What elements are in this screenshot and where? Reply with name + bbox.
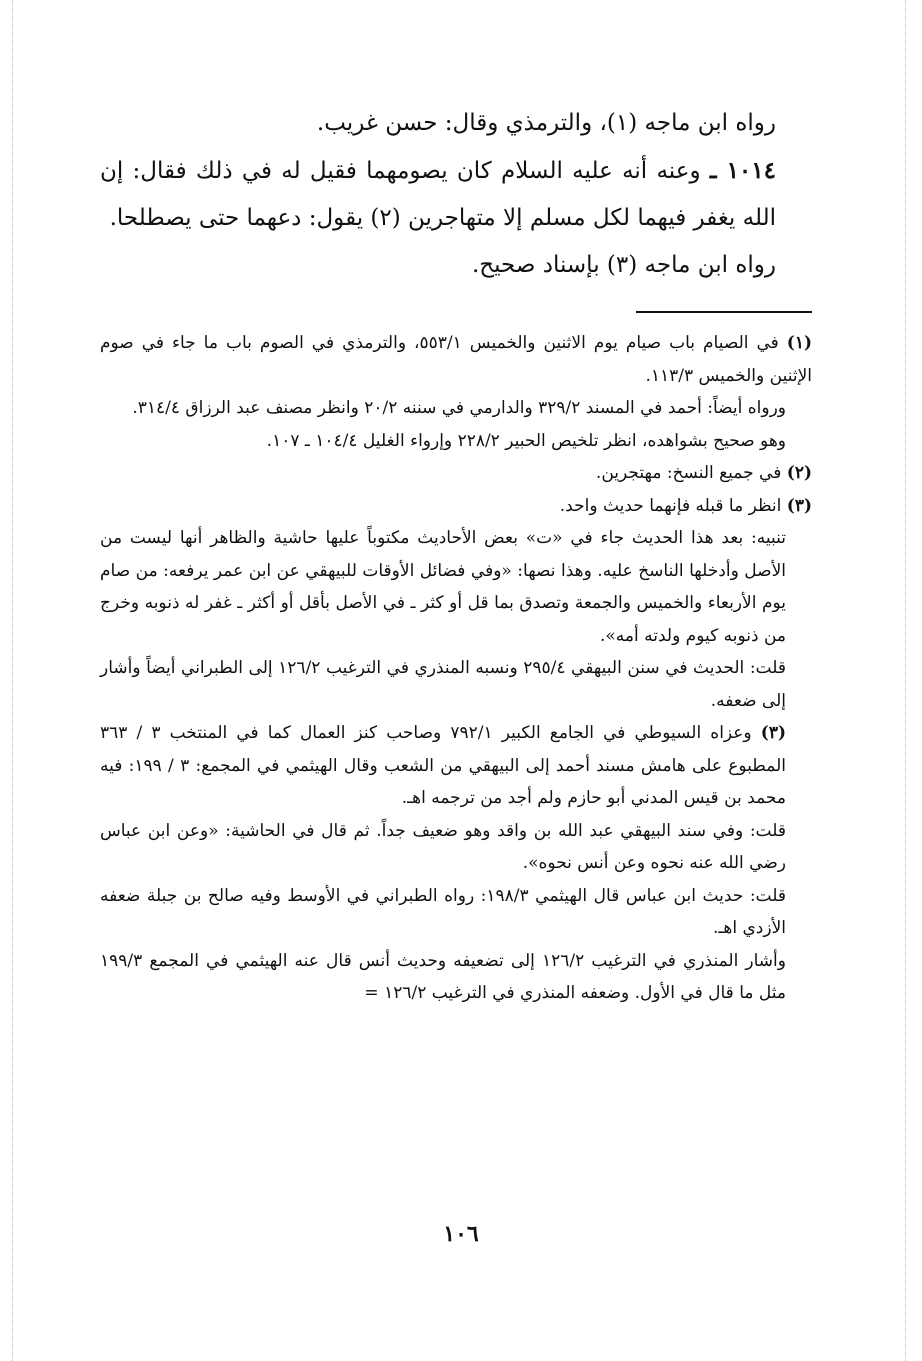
hadith-text: وعنه أنه عليه السلام كان يصومهما فقيل له في ذلك فقال: إن الله يغفر فيهما لكل مسلم إلا متهاجرين (٢) يقول: دعهما حتى يصطلحا. (100, 158, 776, 231)
qult-note-1: قلت: الحديث في سنن البيهقي ٢٩٥/٤ ونسبه المنذري في الترغيب ١٢٦/٢ إلى الطبراني أيضاً وأشار إلى ضعفه. (100, 658, 786, 711)
footnote-1-label: (١) (786, 333, 812, 353)
hadith-number: ١٠١٤ ـ (709, 157, 776, 184)
qult-note-3: قلت: حديث ابن عباس قال الهيثمي ١٩٨/٣: رواه الطبراني في الأوسط وفيه صالح بن جبلة ضعفه الأزدي اهـ. (100, 885, 786, 938)
footnote-3-repeat-label: (٣) (760, 723, 786, 743)
footnote-2 (100, 457, 812, 490)
azahu-text: وعزاه السيوطي في الجامع الكبير ٧٩٢/١ وصاحب كنز العمال كما في المنتخب ٣ / ٣٦٣ المطبوع على هامش مسند أحمد إلى البيهقي من الشعب وقال الهيثمي في المجمع: ٣ / ١٩٩: فيه محمد بن قيس المدني أبو حازم ولم أجد من ترجمه اهـ. (100, 723, 786, 808)
footnote-2-text: في جميع النسخ: مهتجرين. (595, 463, 782, 483)
footnote-1 (100, 327, 812, 392)
qult-note-2: قلت: وفي سند البيهقي عبد الله بن واقد وهو ضعيف جداً. ثم قال في الحاشية: «وعن ابن عباس رضي الله عنه نحوه وعن أنس نحوه». (100, 820, 786, 873)
margin-dots-right (905, 0, 906, 1361)
main-text (100, 100, 812, 289)
footnote-3-label: (٣) (786, 495, 812, 516)
main-line-1: رواه ابن ماجه (١)، والترمذي وقال: حسن غريب. (316, 110, 776, 136)
page-number: ١٠٦ (443, 1221, 479, 1247)
footnote-3 (100, 490, 812, 523)
footnote-1-text: في الصيام باب صيام يوم الاثنين والخميس ٥٥٣/١، والترمذي في الصوم باب ما جاء في صوم الإثنين والخميس ١١٣/٣. (100, 333, 812, 386)
margin-dots-left (12, 0, 13, 1361)
hadith-paragraph (100, 147, 812, 242)
main-line-last: رواه ابن ماجه (٣) بإسناد صحيح. (471, 252, 776, 278)
ashar-note: وأشار المنذري في الترغيب ١٢٦/٢ إلى تضعيفه وحديث أنس قال عنه الهيثمي في المجمع ١٩٩/٣ مثل ما قال في الأول. وضعفه المنذري في الترغيب ١٢٦/٢ = (100, 950, 786, 1003)
tanbih-note: تنبيه: بعد هذا الحديث جاء في «ت» بعض الأحاديث مكتوباً عليها حاشية والظاهر أنها ليست من الأصل وأدخلها الناسخ عليه. وهذا نصها: «وفي فضائل الأوقات للبيهقي عن ابن عمر يرفعه: من صام يوم الأربعاء والخميس والجمعة وتصدق بما قل أو كثر ـ في الأصل بأقل أو أكثر ـ غفر له ذنوبه وخرج من ذنوبه كيوم ولدته أمه». (100, 528, 786, 646)
footnote-1-b: ورواه أيضاً: أحمد في المسند ٣٢٩/٢ والدارمي في سننه ٢٠/٢ وانظر مصنف عبد الرزاق ٣١٤/٤. (132, 398, 786, 418)
footnote-3-text: انظر ما قبله فإنهما حديث واحد. (559, 495, 782, 516)
azahu-note (100, 717, 812, 815)
footnotes (100, 327, 812, 1010)
page-body (100, 100, 812, 1010)
footnote-2-label: (٢) (786, 463, 812, 483)
footnote-1-c: وهو صحيح بشواهده، انظر تلخيص الحبير ٢٢٨/٢ وإرواء الغليل ١٠٤/٤ ـ ١٠٧. (266, 430, 786, 451)
footnote-divider (636, 311, 812, 313)
